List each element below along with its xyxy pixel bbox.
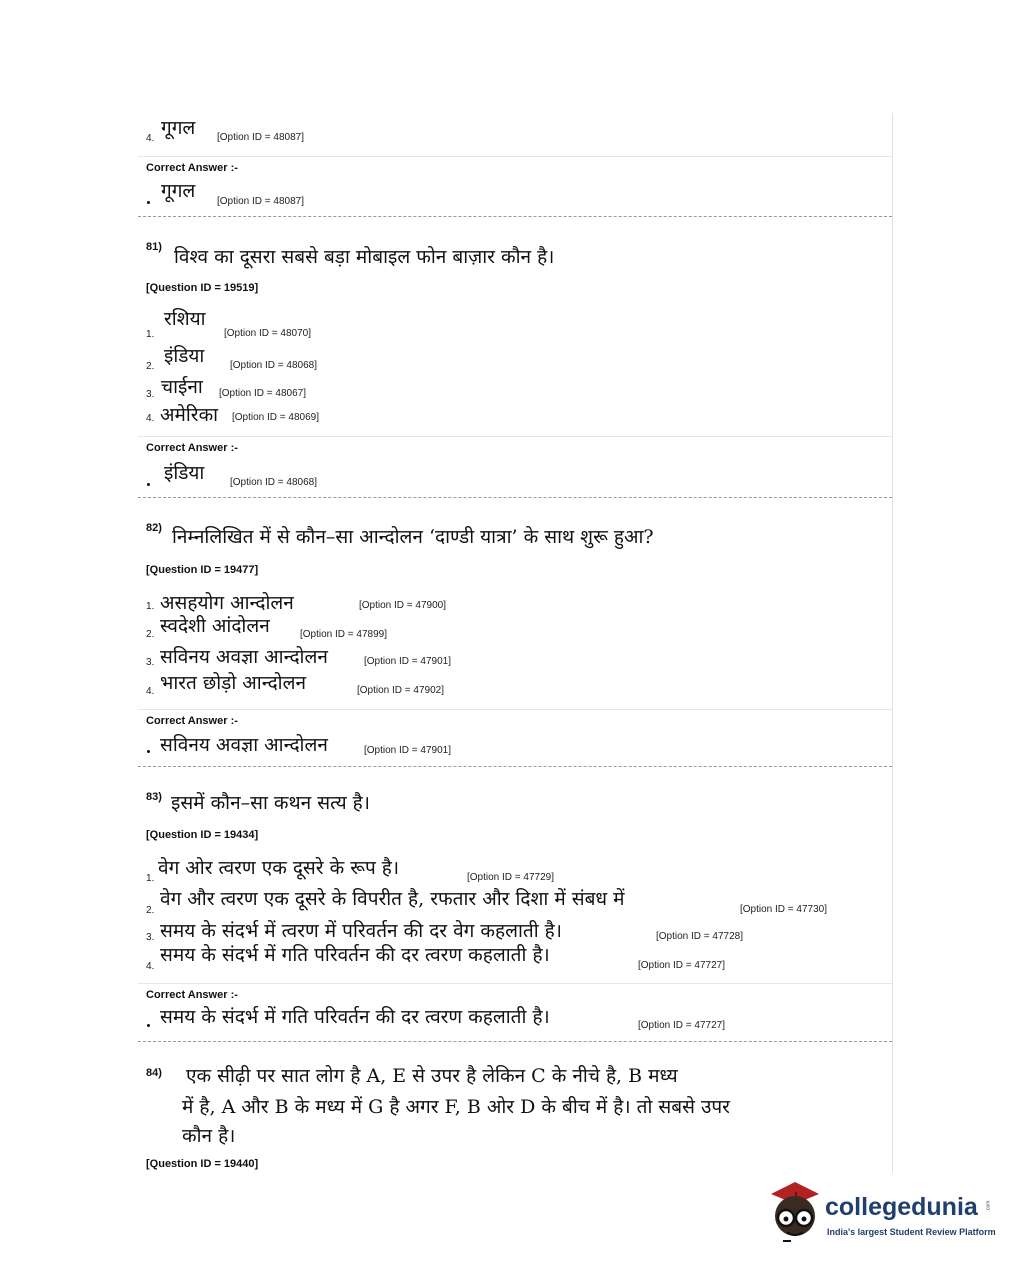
question-divider [138, 216, 892, 217]
q82-option-4-text: भारत छोड़ो आन्दोलन [160, 672, 307, 694]
question-84-number: 84) [146, 1067, 162, 1079]
question-83-number: 83) [146, 791, 162, 803]
q83-option-3-text: समय के संदर्भ में त्वरण में परिवर्तन की दर वेग कहलाती है। [160, 920, 562, 942]
q81-option-1-id: [Option ID = 48070] [224, 328, 312, 339]
logo-wordmark: collegedunia [825, 1193, 978, 1221]
q82-correct-answer-id: [Option ID = 47901] [364, 745, 452, 756]
q81-option-4-text: अमेरिका [160, 404, 219, 426]
q81-correct-answer-text: इंडिया [164, 462, 205, 484]
answer-bullet [147, 201, 150, 204]
question-83-id: [Question ID = 19434] [146, 829, 259, 841]
q82-option-1-text: असहयोग आन्दोलन [160, 592, 294, 614]
q83-correct-answer-text: समय के संदर्भ में गति परिवर्तन की दर त्वरण कहलाती है। [160, 1006, 550, 1028]
section-divider [138, 436, 892, 437]
q82-option-4-id: [Option ID = 47902] [357, 685, 445, 696]
question-81-id: [Question ID = 19519] [146, 282, 259, 294]
q81-option-4-number: 4. [146, 413, 155, 424]
option-4-id: [Option ID = 48087] [217, 132, 305, 143]
correct-answer-label: Correct Answer :- [146, 989, 238, 1001]
question-83-text: इसमें कौन–सा कथन सत्य है। [171, 792, 370, 814]
answer-bullet [147, 750, 150, 753]
q83-option-4-number: 4. [146, 961, 155, 972]
question-82-text: निम्नलिखित में से कौन–सा आन्दोलन ‘दाण्डी यात्रा’ के साथ शुरू हुआ? [172, 526, 654, 548]
question-81-text: विश्व का दूसरा सबसे बड़ा मोबाइल फोन बाज़ार कौन है। [174, 246, 555, 268]
logo-tagline: India's largest Student Review Platform [827, 1227, 996, 1237]
q82-option-2-number: 2. [146, 629, 155, 640]
question-81-number: 81) [146, 241, 162, 253]
correct-answer-label: Correct Answer :- [146, 715, 238, 727]
q82-option-3-id: [Option ID = 47901] [364, 656, 452, 667]
option-4-number: 4. [146, 133, 155, 144]
q83-option-4-text: समय के संदर्भ में गति परिवर्तन की दर त्वरण कहलाती है। [160, 944, 550, 966]
option-4-text: गूगल [161, 117, 196, 139]
q82-option-2-id: [Option ID = 47899] [300, 629, 388, 640]
q81-option-2-text: इंडिया [164, 345, 205, 367]
question-divider [138, 766, 892, 767]
q82-option-1-number: 1. [146, 601, 155, 612]
q83-option-3-number: 3. [146, 932, 155, 943]
q83-option-2-id: [Option ID = 47730] [740, 904, 828, 915]
answer-bullet [147, 1024, 150, 1027]
q82-option-4-number: 4. [146, 686, 155, 697]
question-82-id: [Question ID = 19477] [146, 564, 259, 576]
mascot-logo-icon [765, 1178, 825, 1244]
q81-option-4-id: [Option ID = 48069] [232, 412, 320, 423]
q83-option-1-text: वेग ओर त्वरण एक दूसरे के रूप है। [158, 857, 400, 879]
q83-option-3-id: [Option ID = 47728] [656, 931, 744, 942]
q82-option-3-text: सविनय अवज्ञा आन्दोलन [160, 646, 328, 668]
question-divider [138, 497, 892, 498]
q81-option-1-text: रशिया [164, 308, 206, 330]
q81-option-3-id: [Option ID = 48067] [219, 388, 307, 399]
answer-bullet [147, 483, 150, 486]
question-82-number: 82) [146, 522, 162, 534]
q81-option-1-number: 1. [146, 329, 155, 340]
q83-correct-answer-id: [Option ID = 47727] [638, 1020, 726, 1031]
q82-option-1-id: [Option ID = 47900] [359, 600, 447, 611]
q81-option-3-text: चाईना [161, 376, 203, 398]
q81-option-3-number: 3. [146, 389, 155, 400]
q82-correct-answer-text: सविनय अवज्ञा आन्दोलन [160, 734, 328, 756]
correct-answer-text: गूगल [161, 180, 196, 202]
section-divider [138, 156, 892, 157]
correct-answer-id: [Option ID = 48087] [217, 196, 305, 207]
section-divider [138, 709, 892, 710]
q81-option-2-id: [Option ID = 48068] [230, 360, 318, 371]
q83-option-2-text: वेग और त्वरण एक दूसरे के विपरीत है, रफतार और दिशा में संबध में [160, 888, 625, 910]
question-84-id: [Question ID = 19440] [146, 1158, 259, 1170]
q83-option-4-id: [Option ID = 47727] [638, 960, 726, 971]
q81-option-2-number: 2. [146, 361, 155, 372]
correct-answer-label: Correct Answer :- [146, 162, 238, 174]
question-84-line-3: कौन है। [182, 1125, 236, 1147]
question-84-line-1: एक सीढ़ी पर सात लोग है A, E से उपर है लेकिन C के नीचे है, B मध्य [186, 1065, 678, 1087]
q82-option-2-text: स्वदेशी आंदोलन [160, 615, 270, 637]
q81-correct-answer-id: [Option ID = 48068] [230, 477, 318, 488]
logo-domain-suffix: .com [985, 1200, 992, 1212]
correct-answer-label: Correct Answer :- [146, 442, 238, 454]
section-divider [138, 983, 892, 984]
q83-option-1-id: [Option ID = 47729] [467, 872, 555, 883]
question-divider [138, 1041, 892, 1042]
q82-option-3-number: 3. [146, 657, 155, 668]
question-84-line-2: में है, A और B के मध्य में G है अगर F, B ओर D के बीच में है। तो सबसे उपर [182, 1096, 730, 1118]
q83-option-2-number: 2. [146, 905, 155, 916]
q83-option-1-number: 1. [146, 873, 155, 884]
